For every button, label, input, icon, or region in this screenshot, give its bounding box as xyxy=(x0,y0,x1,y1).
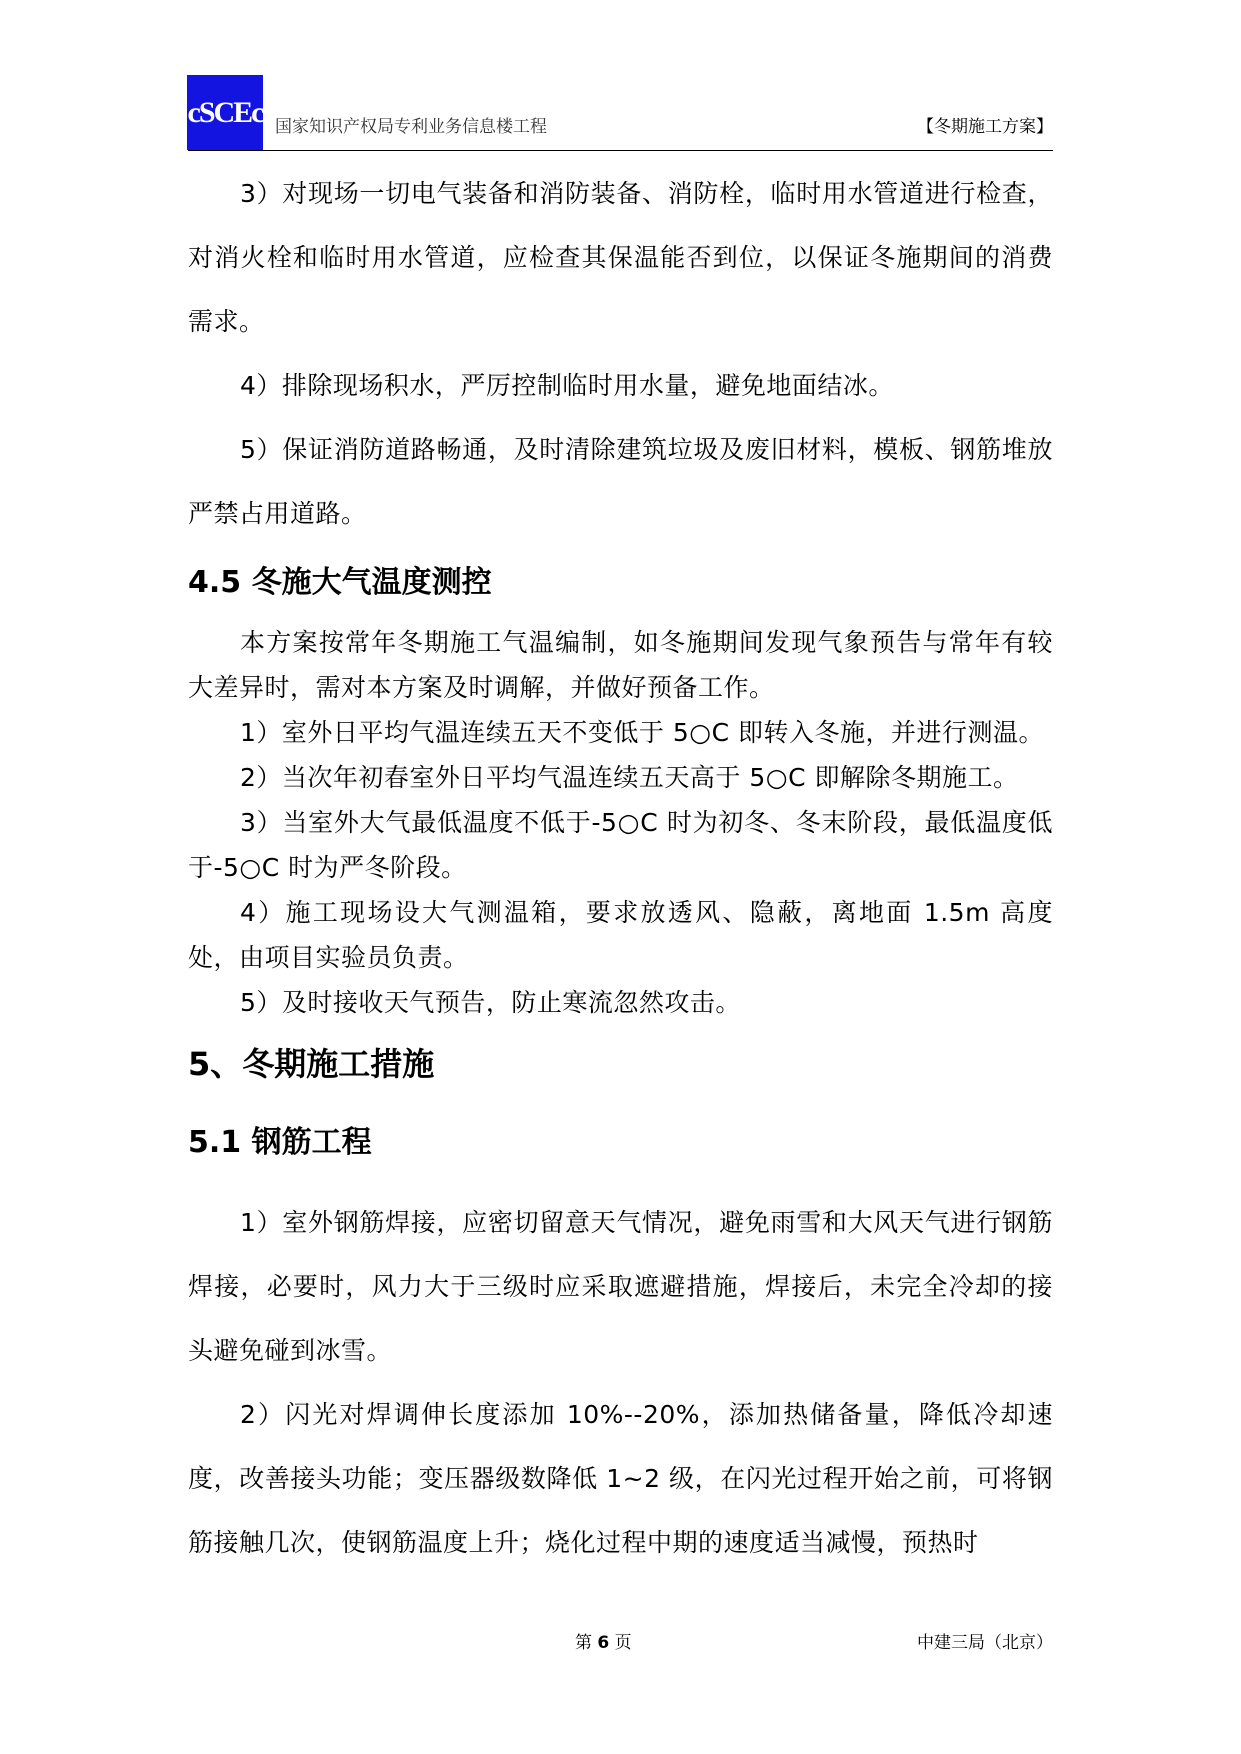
logo-text: cSCEc xyxy=(187,95,263,129)
paragraph: 2）当次年初春室外日平均气温连续五天高于 5○C 即解除冬期施工。 xyxy=(240,763,1019,792)
page-prefix: 第 xyxy=(575,1633,592,1653)
company-logo xyxy=(187,75,263,150)
paragraph: 3）当室外大气最低温度不低于-5○C 时为初冬、冬末阶段，最低温度低于-5○C 时为严冬阶段。 xyxy=(188,808,1053,882)
paragraph: 4）排除现场积水，严厉控制临时用水量，避免地面结冰。 xyxy=(240,371,894,400)
paragraph: 4）施工现场设大气测温箱，要求放透风、隐蔽，离地面 1.5m 高度处，由项目实验员负责。 xyxy=(188,898,1053,972)
footer-company: 中建三局（北京） xyxy=(917,1633,1053,1653)
header-doc-tag: 【冬期施工方案】 xyxy=(917,117,1053,137)
header-divider xyxy=(188,150,1053,151)
page-suffix: 页 xyxy=(614,1633,632,1653)
paragraph: 3）对现场一切电气装备和消防装备、消防栓，临时用水管道进行检查，对消火栓和临时用水管道，应检查其保温能否到位，以保证冬施期间的消费需求。 xyxy=(188,179,1053,336)
paragraph: 本方案按常年冬期施工气温编制，如冬施期间发现气象预告与常年有较大差异时，需对本方案及时调解，并做好预备工作。 xyxy=(188,628,1053,702)
page-body xyxy=(188,162,1053,1575)
paragraph: 1）室外钢筋焊接，应密切留意天气情况，避免雨雪和大风天气进行钢筋焊接，必要时，风力大于三级时应采取遮避措施，焊接后，未完全冷却的接头避免碰到冰雪。 xyxy=(188,1208,1053,1365)
page-number: 6 xyxy=(597,1633,610,1653)
paragraph: 5）保证消防道路畅通，及时清除建筑垃圾及废旧材料，模板、钢筋堆放严禁占用道路。 xyxy=(188,435,1053,528)
spacer xyxy=(188,1183,1053,1191)
paragraph: 5）及时接收天气预告，防止寒流忽然攻击。 xyxy=(240,988,741,1017)
footer-page-number xyxy=(575,1628,632,1653)
section-heading-5-1: 5.1 钢筋工程 xyxy=(188,1125,372,1160)
paragraph: 2）闪光对焊调伸长度添加 10%--20%，添加热储备量，降低冷却速度，改善接头功能；变压器级数降低 1~2 级，在闪光过程开始之前，可将钢筋接触几次，使钢筋温度上升；烧化过程中期的速度适当减慢，预热时 xyxy=(188,1400,1053,1557)
section-heading-4-5: 4.5 冬施大气温度测控 xyxy=(188,565,492,600)
section-heading-5: 5、冬期施工措施 xyxy=(188,1045,435,1083)
header-project-title: 国家知识产权局专利业务信息楼工程 xyxy=(275,117,547,137)
paragraph: 1）室外日平均气温连续五天不变低于 5○C 即转入冬施，并进行测温。 xyxy=(240,718,1044,747)
